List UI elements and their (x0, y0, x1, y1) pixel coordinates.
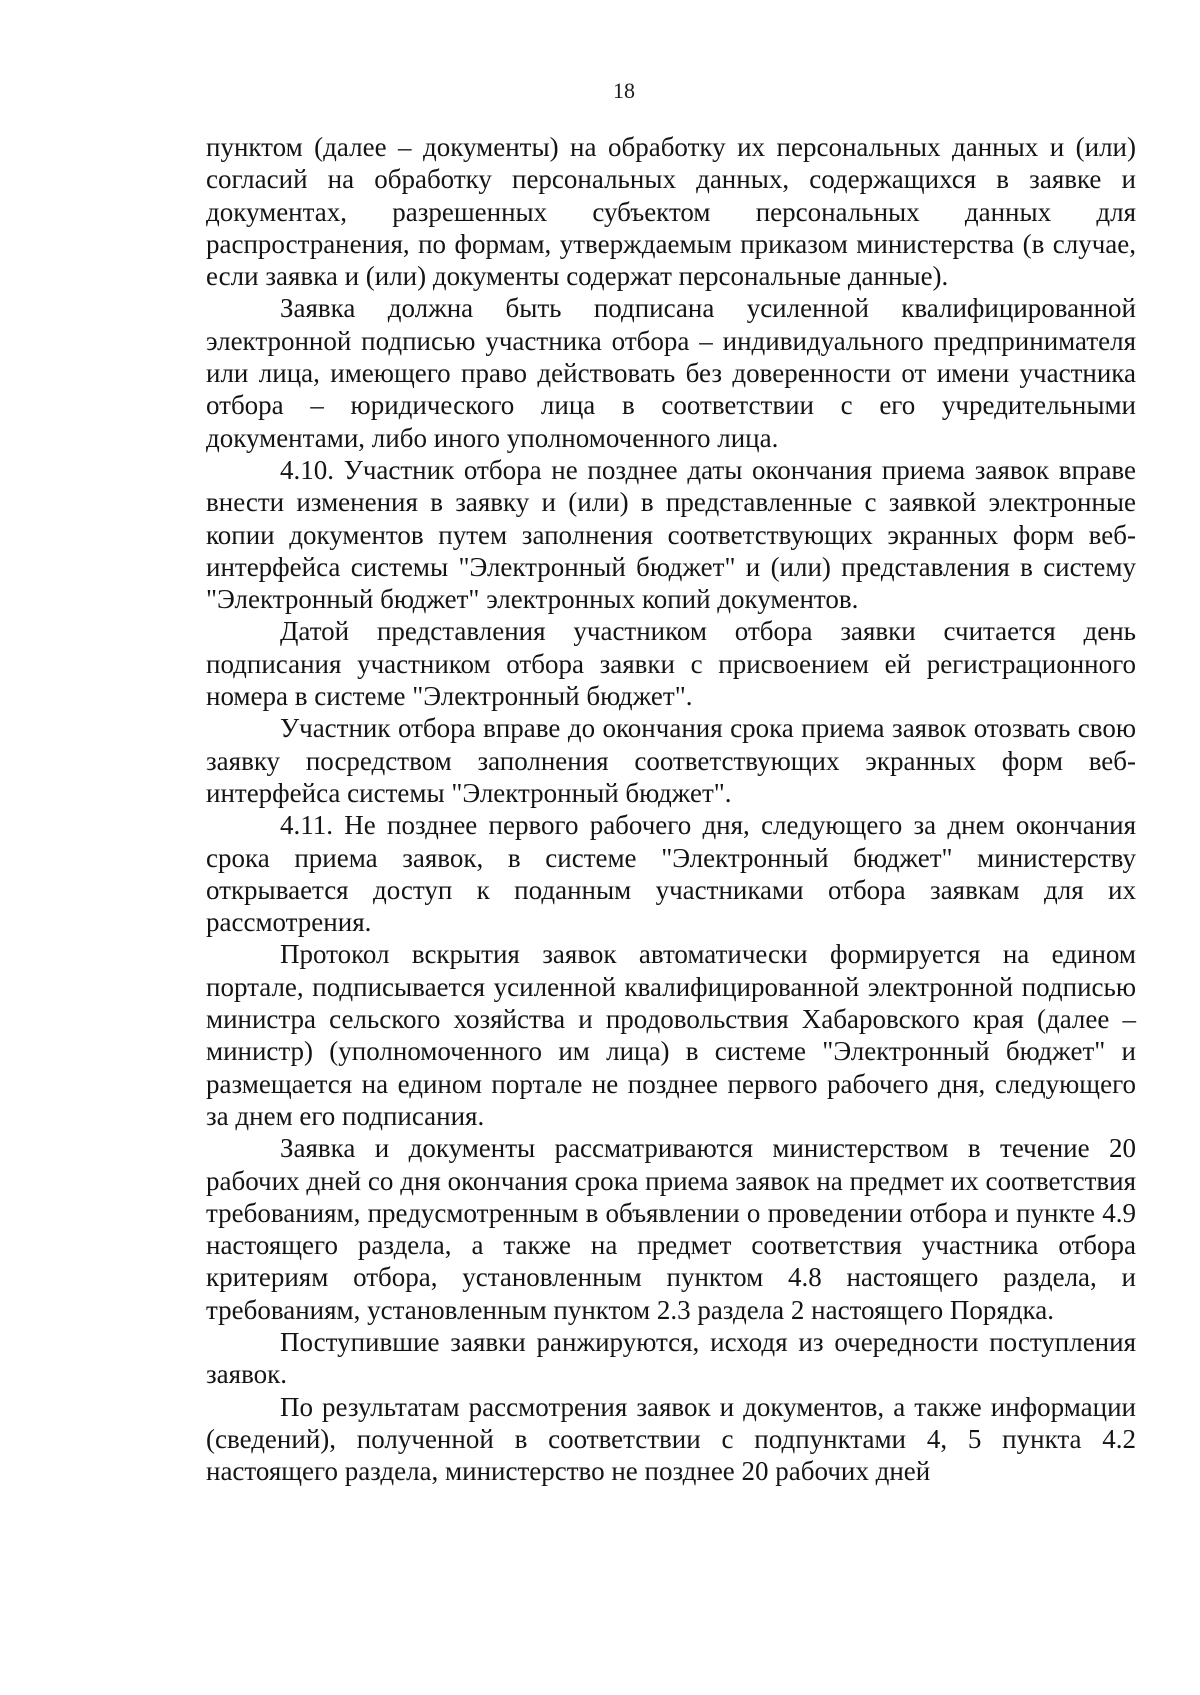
paragraph-continuation: пунктом (далее – документы) на обработку их персональных данных и (или) согласий на обработку персональных данных, содержащихся в заявке и документах, разрешенных субъектом персональных данных для распространения, по формам, утверждаемым приказом министерства (в случае, если заявка и (или) документы содержат персональные данные). (206, 132, 1136, 292)
paragraph-ranking: Поступившие заявки ранжируются, исходя из очередности поступления заявок. (206, 1326, 1136, 1390)
document-body (206, 131, 1136, 1487)
paragraph-withdrawal: Участник отбора вправе до окончания срока приема заявок отозвать свою заявку посредством заполнения соответствующих экранных форм веб-интерфейса системы "Электронный бюджет". (206, 713, 1136, 808)
paragraph-submission-date: Датой представления участником отбора заявки считается день подписания участником отбора заявки с присвоением ей регистрационного номера в системе "Электронный бюджет". (206, 616, 1136, 712)
paragraph-review-period: Заявка и документы рассматриваются министерством в течение 20 рабочих дней со дня окончания срока приема заявок на предмет их соответствия требованиям, предусмотренным в объявлении о проведении отбора и пункте 4.9 настоящего раздела, а также на предмет соответствия участника отбора критериям отбора, установленным пунктом 4.8 настоящего раздела, и требованиям, установленным пунктом 2.3 раздела 2 настоящего Порядка. (206, 1133, 1136, 1325)
paragraph-signature-requirement: Заявка должна быть подписана усиленной квалифицированной электронной подписью участника отбора – индивидуального предпринимателя или лица, имеющего право действовать без доверенности от имени участника отбора – юридического лица в соответствии с его учредительными документами, либо иного уполномоченного лица. (206, 293, 1136, 453)
paragraph-4-10: 4.10. Участник отбора не позднее даты окончания приема заявок вправе внести изменения в заявку и (или) в представленные с заявкой электронные копии документов путем заполнения соответствующих экранных форм веб-интерфейса системы "Электронный бюджет" и (или) представления в систему "Электронный бюджет" электронных копий документов. (206, 454, 1136, 615)
page-number: 18 (613, 78, 635, 103)
paragraph-opening-protocol: Протокол вскрытия заявок автоматически формируется на едином портале, подписывается усиленной квалифицированной электронной подписью министра сельского хозяйства и продовольствия Хабаровского края (далее – министр) (уполномоченного им лица) в системе "Электронный бюджет" и размещается на едином портале не позднее первого рабочего дня, следующего за днем его подписания. (206, 939, 1136, 1131)
paragraph-4-11: 4.11. Не позднее первого рабочего дня, следующего за днем окончания срока приема заявок, в системе "Электронный бюджет" министерству открывается доступ к поданным участниками отбора заявкам для их рассмотрения. (206, 810, 1136, 938)
paragraph-review-results: По результатам рассмотрения заявок и документов, а также информации (сведений), полученной в соответствии с подпунктами 4, 5 пункта 4.2 настоящего раздела, министерство не позднее 20 рабочих дней (206, 1391, 1136, 1487)
